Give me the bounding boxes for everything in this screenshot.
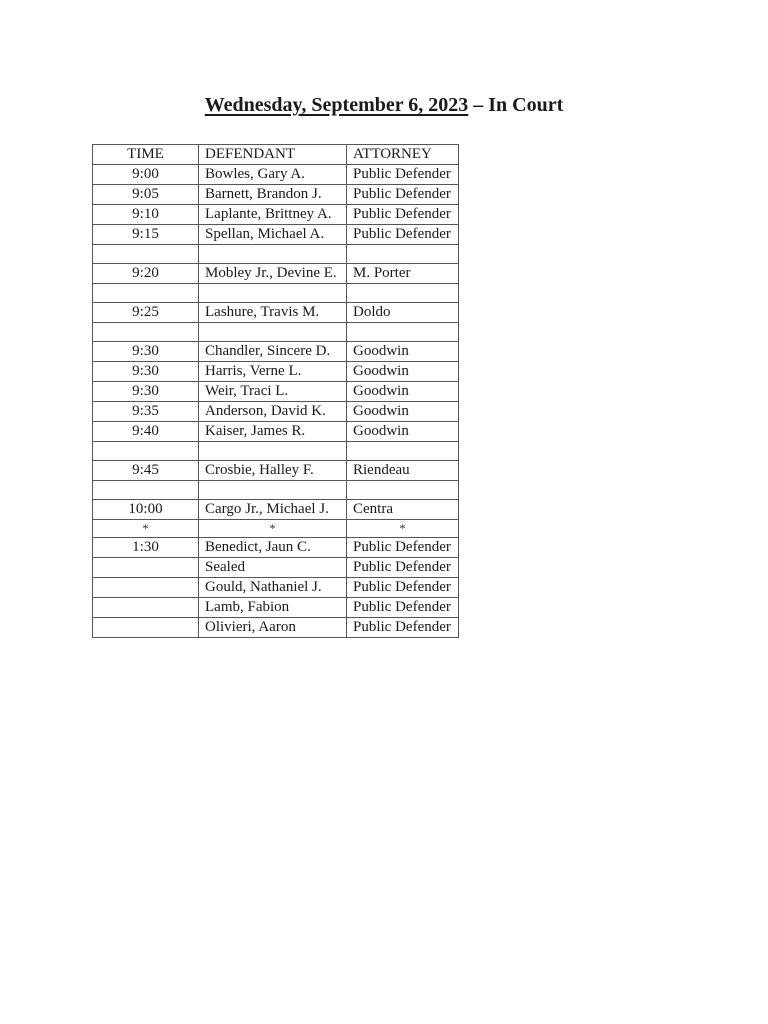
time-cell: 9:35 (93, 402, 199, 422)
time-cell (93, 598, 199, 618)
table-row (93, 382, 459, 402)
empty-cell (347, 442, 459, 461)
time-cell: 9:00 (93, 165, 199, 185)
time-cell: 9:30 (93, 342, 199, 362)
time-cell: 9:10 (93, 205, 199, 225)
defendant-cell: Bowles, Gary A. (199, 165, 347, 185)
attorney-cell: Public Defender (347, 578, 459, 598)
attorney-cell: Riendeau (347, 461, 459, 481)
spacer-row (93, 442, 459, 461)
table-row (93, 165, 459, 185)
empty-cell (347, 481, 459, 500)
table-row (93, 402, 459, 422)
time-cell: 9:30 (93, 382, 199, 402)
attorney-cell: Doldo (347, 303, 459, 323)
empty-cell (347, 245, 459, 264)
separator-row (93, 520, 459, 538)
empty-cell (93, 284, 199, 303)
defendant-cell: Chandler, Sincere D. (199, 342, 347, 362)
table-row (93, 558, 459, 578)
table-row (93, 264, 459, 284)
attorney-cell: Goodwin (347, 402, 459, 422)
table-row (93, 578, 459, 598)
time-cell (93, 558, 199, 578)
attorney-cell: * (347, 520, 459, 538)
table-row (93, 362, 459, 382)
table-row (93, 303, 459, 323)
time-cell: 9:05 (93, 185, 199, 205)
empty-cell (347, 323, 459, 342)
attorney-cell: Goodwin (347, 422, 459, 442)
attorney-cell: Public Defender (347, 598, 459, 618)
defendant-cell: Laplante, Brittney A. (199, 205, 347, 225)
time-cell: 10:00 (93, 500, 199, 520)
empty-cell (93, 245, 199, 264)
spacer-row (93, 284, 459, 303)
defendant-cell: Kaiser, James R. (199, 422, 347, 442)
defendant-cell: Sealed (199, 558, 347, 578)
title-date: Wednesday, September 6, 2023 (204, 94, 469, 116)
table-row (93, 500, 459, 520)
attorney-cell: Goodwin (347, 362, 459, 382)
attorney-cell: Goodwin (347, 342, 459, 362)
time-cell: 9:30 (93, 362, 199, 382)
empty-cell (347, 284, 459, 303)
table-row (93, 461, 459, 481)
defendant-cell: Lashure, Travis M. (199, 303, 347, 323)
empty-cell (199, 284, 347, 303)
attorney-cell: Goodwin (347, 382, 459, 402)
empty-cell (93, 442, 199, 461)
table-row (93, 225, 459, 245)
empty-cell (199, 442, 347, 461)
attorney-cell: Public Defender (347, 165, 459, 185)
table-header-row (93, 145, 459, 165)
defendant-cell: Anderson, David K. (199, 402, 347, 422)
table-row (93, 538, 459, 558)
table-row (93, 618, 459, 638)
attorney-cell: Centra (347, 500, 459, 520)
time-cell: 9:25 (93, 303, 199, 323)
attorney-cell: Public Defender (347, 205, 459, 225)
time-column-header: TIME (93, 145, 199, 165)
page-title (0, 94, 768, 117)
defendant-cell: Cargo Jr., Michael J. (199, 500, 347, 520)
schedule-body (93, 165, 459, 638)
time-cell: * (93, 520, 199, 538)
defendant-cell: Benedict, Jaun C. (199, 538, 347, 558)
attorney-cell: Public Defender (347, 558, 459, 578)
time-cell: 9:40 (93, 422, 199, 442)
attorney-column-header: ATTORNEY (347, 145, 459, 165)
defendant-cell: Weir, Traci L. (199, 382, 347, 402)
court-schedule-table (92, 144, 459, 638)
defendant-cell: Spellan, Michael A. (199, 225, 347, 245)
time-cell: 9:15 (93, 225, 199, 245)
defendant-cell: Mobley Jr., Devine E. (199, 264, 347, 284)
time-cell: 1:30 (93, 538, 199, 558)
time-cell (93, 578, 199, 598)
attorney-cell: Public Defender (347, 618, 459, 638)
spacer-row (93, 481, 459, 500)
defendant-cell: Gould, Nathaniel J. (199, 578, 347, 598)
time-cell: 9:45 (93, 461, 199, 481)
spacer-row (93, 245, 459, 264)
empty-cell (93, 481, 199, 500)
defendant-column-header: DEFENDANT (199, 145, 347, 165)
attorney-cell: Public Defender (347, 185, 459, 205)
time-cell (93, 618, 199, 638)
attorney-cell: Public Defender (347, 225, 459, 245)
table-row (93, 598, 459, 618)
defendant-cell: Olivieri, Aaron (199, 618, 347, 638)
empty-cell (93, 323, 199, 342)
attorney-cell: Public Defender (347, 538, 459, 558)
spacer-row (93, 323, 459, 342)
table-row (93, 205, 459, 225)
defendant-cell: Harris, Verne L. (199, 362, 347, 382)
defendant-cell: Barnett, Brandon J. (199, 185, 347, 205)
time-cell: 9:20 (93, 264, 199, 284)
defendant-cell: Crosbie, Halley F. (199, 461, 347, 481)
table-row (93, 422, 459, 442)
empty-cell (199, 245, 347, 264)
empty-cell (199, 481, 347, 500)
empty-cell (199, 323, 347, 342)
title-suffix: – In Court (468, 94, 564, 116)
defendant-cell: * (199, 520, 347, 538)
table-row (93, 185, 459, 205)
table-row (93, 342, 459, 362)
attorney-cell: M. Porter (347, 264, 459, 284)
defendant-cell: Lamb, Fabion (199, 598, 347, 618)
